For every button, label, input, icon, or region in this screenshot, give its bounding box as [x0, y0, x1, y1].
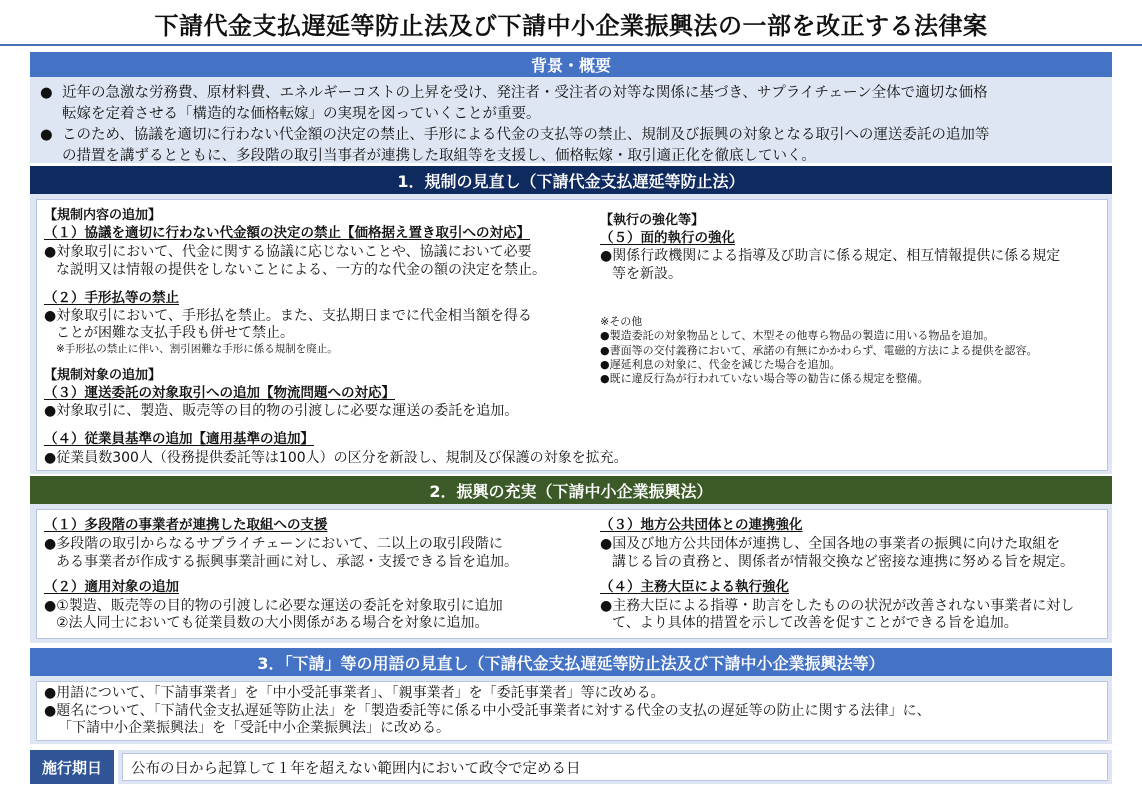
title-divider: [0, 44, 1142, 46]
section1-item3-title: （３）運送委託の対象取引への追加【物流問題への対応】: [44, 385, 395, 401]
section2-item3-line-2: 講じる旨の責務と、関係者が情報交換など密接な連携に努める旨を規定。: [612, 554, 1074, 570]
background-bullet-2-line-2: の措置を講ずるとともに、多段階の取引当事者が連携した取組等を支援し、価格転嫁・取引適正化を徹底していく。: [62, 148, 816, 164]
section1-other-line-1: ●製造委託の対象物品として、木型その他専ら物品の製造に用いる物品を追加。: [600, 329, 995, 342]
background-header: 背景・概要: [30, 52, 1112, 77]
background-bullet-2-line-1: このため、協議を適切に行わない代金額の決定の禁止、手形による代金の支払等の禁止、規制及び振興の対象となる取引への運送委託の追加等: [62, 127, 990, 143]
section1-item5-title: （５）面的執行の強化: [600, 230, 735, 246]
section2-item2-title: （２）適用対象の追加: [44, 579, 179, 595]
section1-other-line-4: ●既に違反行為が行われていない場合等の勧告に係る規定を整備。: [600, 372, 929, 385]
section1-item3-line-1: ●対象取引に、製造、販売等の目的物の引渡しに必要な運送の委託を追加。: [44, 403, 519, 419]
section1-item5-line-1: ●関係行政機関による指導及び助言に係る規定、相互情報提供に係る規定: [600, 248, 1061, 264]
effective-date-label: 施行期日: [30, 750, 114, 784]
background-bullet-2: [40, 125, 1102, 167]
section1-item2-title: （２）手形払等の禁止: [44, 290, 179, 306]
section1-item2-line-1: ●対象取引において、手形払を禁止。また、支払期日までに代金相当額を得る: [44, 308, 532, 324]
section2-item3-title: （３）地方公共団体との連携強化: [600, 517, 803, 533]
section1-other-line-3: ●遅延利息の対象に、代金を減じた場合を追加。: [600, 358, 841, 371]
background-bullet-1: [40, 83, 1102, 125]
section1-other-label: ※その他: [600, 315, 643, 328]
section2-item2-line-1: ●①製造、販売等の目的物の引渡しに必要な運送の委託を対象取引に追加: [44, 598, 503, 614]
section2-item4-line-1: ●主務大臣による指導・助言をしたものの状況が改善されない事業者に対し: [600, 598, 1075, 614]
section1-item1-title: （１）協議を適切に行わない代金額の決定の禁止【価格据え置き取引への対応】: [44, 225, 530, 241]
section1-item2-line-2: ことが困難な支払手段も併せて禁止。: [56, 325, 294, 341]
section3-line-2: ●題名について、「下請代金支払遅延等防止法」を「製造委託等に係る中小受託事業者に対する代金の支払の遅延等の防止に関する法律」に、: [44, 703, 931, 719]
section2-item1-line-1: ●多段階の取引からなるサプライチェーンにおいて、二以上の取引段階に: [44, 536, 503, 552]
section1-header: 1．規制の見直し（下請代金支払遅延等防止法）: [30, 166, 1112, 194]
section3-header: 3．「下請」等の用語の見直し（下請代金支払遅延等防止法及び下請中小企業振興法等）: [30, 648, 1112, 676]
section2-item1-line-2: ある事業者が作成する振興事業計画に対し、承認・支援できる旨を追加。: [56, 554, 518, 570]
background-bullet-1-line-1: 近年の急激な労務費、原材料費、エネルギーコストの上昇を受け、発注者・受注者の対等な関係に基づき、サプライチェーン全体で適切な価格: [62, 85, 988, 101]
bullet-icon: ●: [40, 127, 53, 143]
section1-group3-label: 【執行の強化等】: [600, 213, 705, 228]
section2-item4-title: （４）主務大臣による執行強化: [600, 579, 789, 595]
section2-item4-line-2: て、より具体的措置を示して改善を促すことができる旨を追加。: [612, 615, 1018, 631]
page-title: 下請代金支払遅延等防止法及び下請中小企業振興法の一部を改正する法律案: [154, 12, 988, 40]
section1-group1-label: 【規制内容の追加】: [44, 208, 162, 223]
background-panel: [30, 77, 1112, 163]
section1-group2-label: 【規制対象の追加】: [44, 368, 162, 383]
section1-item1-line-2: な説明又は情報の提供をしないことによる、一方的な代金の額の決定を禁止。: [56, 262, 546, 278]
background-bullet-1-line-2: 転嫁を定着させる「構造的な価格転嫁」の実現を図っていくことが重要。: [62, 106, 541, 122]
section1-item4-line-1: ●従業員数300人（役務提供委託等は100人）の区分を新設し、規制及び保護の対象を拡充。: [44, 450, 628, 466]
section1-item5-line-2: 等を新設。: [612, 266, 682, 282]
section2-item2-line-2: ②法人同士においても従業員数の大小関係がある場合を対象に追加。: [56, 615, 489, 631]
section2-header: 2．振興の充実（下請中小企業振興法）: [30, 476, 1112, 504]
section2-item3-line-1: ●国及び地方公共団体が連携し、全国各地の事業者の振興に向けた取組を: [600, 536, 1061, 552]
section1-other-line-2: ●書面等の交付義務において、承諾の有無にかかわらず、電磁的方法による提供を認容。: [600, 344, 1038, 357]
section2-item1-title: （１）多段階の事業者が連携した取組への支援: [44, 517, 328, 533]
section1-item1-line-1: ●対象取引において、代金に関する協議に応じないことや、協議において必要: [44, 244, 532, 260]
section3-line-1: ●用語について、「下請事業者」を「中小受託事業者」、「親事業者」を「委託事業者」等に改める。: [44, 685, 665, 701]
effective-date-text: 公布の日から起算して１年を超えない範囲内において政令で定める日: [122, 753, 1108, 781]
section1-item4-title: （４）従業員基準の追加【適用基準の追加】: [44, 431, 314, 447]
bullet-icon: ●: [40, 85, 53, 101]
section1-item2-note: ※手形払の禁止に伴い、割引困難な手形に係る規制を廃止。: [56, 343, 338, 355]
section3-line-3: 「下請中小企業振興法」を「受託中小企業振興法」に改める。: [58, 720, 450, 736]
